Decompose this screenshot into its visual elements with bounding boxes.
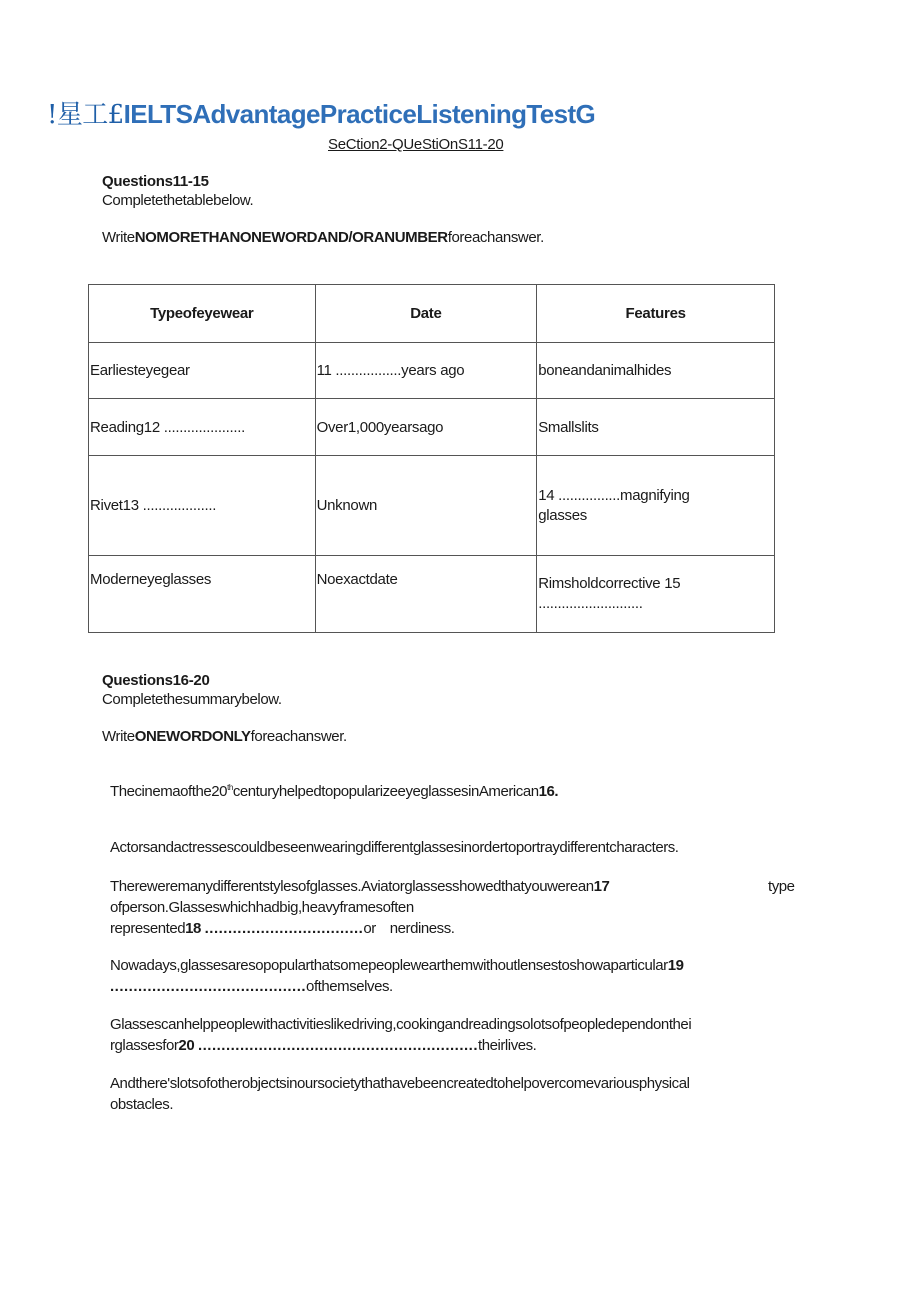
summary-text: represented <box>110 920 186 937</box>
summary-text: ofthemselves. <box>306 978 393 995</box>
table-cell: Rivet13 ................... <box>89 456 316 556</box>
summary-text: or <box>363 920 376 937</box>
title-main: IELTSAdvantagePracticeListeningTestG <box>123 99 596 129</box>
table-row <box>89 456 775 556</box>
superscript-th: th <box>227 783 233 792</box>
answer-blank-20: ............................................................ <box>197 1037 478 1054</box>
questions-16-20-heading: Questions16-20 <box>102 672 210 689</box>
table-cell: Moderneyeglasses <box>89 556 316 633</box>
summary-line <box>110 955 683 976</box>
write-limit: ONEWORDONLY <box>134 728 251 745</box>
summary-text: ofperson.Glasseswhichhadbig,heavyframesoften <box>110 899 414 916</box>
summary-paragraph-1 <box>110 777 558 802</box>
summary-line <box>110 876 810 897</box>
answer-blank-18: .................................. <box>204 920 364 937</box>
page-title <box>47 94 595 131</box>
answer-blank-19: .......................................... <box>110 978 307 995</box>
table-header-cell: Typeofeyewear <box>89 285 316 343</box>
eyewear-table <box>88 284 775 633</box>
questions-11-15-word-limit <box>102 229 544 246</box>
table-cell: Unknown <box>315 456 537 556</box>
questions-11-15-instruction: Completethetablebelow. <box>102 192 254 209</box>
questions-16-20-word-limit <box>102 728 347 745</box>
questions-11-15-heading: Questions11-15 <box>102 173 209 190</box>
summary-paragraph-3 <box>110 876 810 939</box>
write-suffix: foreachanswer. <box>250 728 347 745</box>
summary-text: obstacles. <box>110 1096 174 1113</box>
summary-line <box>110 976 683 997</box>
summary-paragraph-6 <box>110 1073 689 1115</box>
table-cell: 14 ................magnifying glasses <box>537 456 775 556</box>
table-cell: boneandanimalhides <box>537 343 775 399</box>
summary-text: centuryhelpedtopopularizeeyeglassesinAmerican <box>232 783 539 800</box>
table-cell: Noexactdate <box>315 556 537 633</box>
summary-text: Andthere'slotsofotherobjectsinoursocietythathavebeencreatedtohelpovercomevariousphysical <box>110 1075 690 1092</box>
question-number-20: 20 <box>178 1037 195 1054</box>
title-prefix: !星工£ <box>47 100 124 130</box>
table-cell: Rimsholdcorrective 15 ........................... <box>537 556 775 633</box>
section-subtitle: SeCtion2-QUeStiOnS11-20 <box>328 136 504 153</box>
summary-paragraph-2: Actorsandactressescouldbeseenwearingdifferentglassesinordertoportraydifferentcharacters. <box>110 839 679 856</box>
write-prefix: Write <box>102 229 135 246</box>
table-header-cell: Features <box>537 285 775 343</box>
summary-text: type <box>768 878 795 895</box>
question-number-16: 16. <box>538 783 559 800</box>
summary-text: rglassesfor <box>110 1037 179 1054</box>
summary-paragraph-4 <box>110 955 683 997</box>
summary-line <box>110 1035 691 1056</box>
table-row <box>89 556 775 633</box>
questions-16-20-instruction: Completethesummarybelow. <box>102 691 282 708</box>
question-number-19: 19 <box>667 957 684 974</box>
question-number-17: 17 <box>593 878 610 895</box>
summary-text: nerdiness. <box>389 920 455 937</box>
table-cell: Earliesteyegear <box>89 343 316 399</box>
write-prefix: Write <box>102 728 135 745</box>
table-cell: Over1,000yearsago <box>315 399 537 456</box>
table-row <box>89 343 775 399</box>
write-suffix: foreachanswer. <box>447 229 544 246</box>
table-header-row <box>89 285 775 343</box>
table-row <box>89 399 775 456</box>
summary-text: Glassescanhelppeoplewithactivitieslikedriving,cookingandreadingsolotsofpeopledependonthei <box>110 1016 692 1033</box>
summary-text: Thereweremanydifferentstylesofglasses.Aviatorglassesshowedthatyouwerean <box>110 878 594 895</box>
summary-line <box>110 918 810 939</box>
summary-text: Thecinemaofthe20 <box>110 783 228 800</box>
table-cell: Smallslits <box>537 399 775 456</box>
summary-paragraph-5 <box>110 1014 691 1056</box>
table-cell: Reading12 ..................... <box>89 399 316 456</box>
summary-text: theirlives. <box>478 1037 537 1054</box>
question-number-18: 18 <box>185 920 201 937</box>
summary-text: Nowadays,glassesaresopopularthatsomepeoplewearthemwithoutlensestoshowaparticular <box>110 957 668 974</box>
write-limit: NOMORETHANONEWORDAND/ORANUMBER <box>134 229 448 246</box>
table-header-cell: Date <box>315 285 537 343</box>
table-cell: 11 .................years ago <box>315 343 537 399</box>
